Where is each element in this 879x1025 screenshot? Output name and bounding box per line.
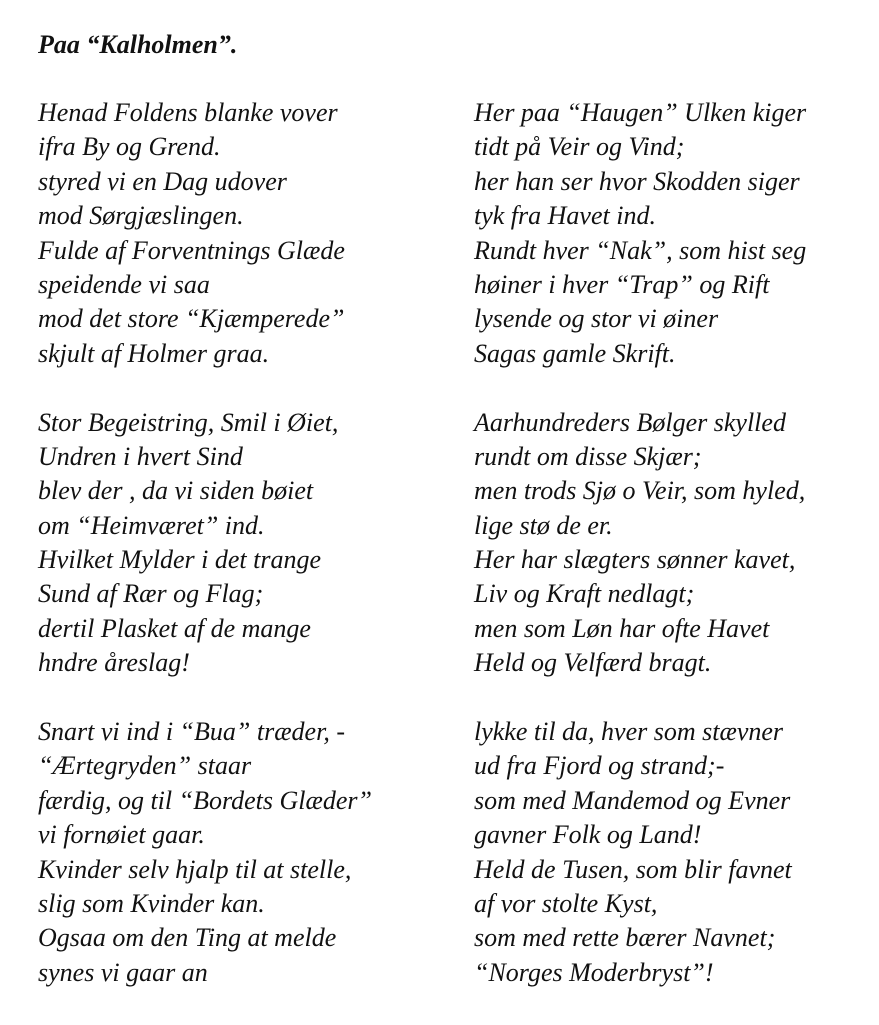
poem-line: gavner Folk og Land! [474,820,702,850]
poem-line: rundt om disse Skjær; [474,441,702,471]
poem-line: synes vi gaar an [38,957,208,987]
poem-line: slig som Kvinder kan. [38,888,265,918]
poem-line: Liv og Kraft nedlagt; [474,579,695,609]
poem-line: lysende og stor vi øiner [474,304,719,334]
stanza [474,715,879,990]
poem-line: Sund af Rær og Flag; [38,579,264,609]
poem-line: som med Mandemod og Evner [474,785,791,815]
poem-line: Her har slægters sønner kavet, [474,545,796,575]
poem-line: tidt på Veir og Vind; [474,132,685,162]
poem-line: Kvinder selv hjalp til at stelle, [38,854,352,884]
poem-line: høiner i hver “Trap” og Rift [474,269,770,299]
poem-line: “Ærtegryden” staar [38,751,252,781]
poem-line: men trods Sjø o Veir, som hyled, [474,476,806,506]
stanza [474,406,879,681]
poem-title: Paa “Kalholmen”. [38,30,238,59]
poem-line: som med rette bærer Navnet; [474,923,776,953]
poem-line: Ogsaa om den Ting at melde [38,923,337,953]
poem-line: speidende vi saa [38,269,210,299]
poem-line: lige stø de er. [474,510,613,540]
poem-line: Stor Begeistring, Smil i Øiet, [38,407,339,437]
left-column [38,96,458,1025]
poem-line: ifra By og Grend. [38,132,221,162]
poem-line: færdig, og til “Bordets Glæder” [38,785,372,815]
poem-line: ud fra Fjord og strand;- [474,751,725,781]
poem-line: Held de Tusen, som blir favnet [474,854,792,884]
poem-line: vi fornøiet gaar. [38,820,205,850]
poem-line: blev der , da vi siden bøiet [38,476,314,506]
poem-line: mod det store “Kjæmperede” [38,304,345,334]
poem-line: Aarhundreders Bølger skylled [474,407,786,437]
poem-line: Undren i hvert Sind [38,441,243,471]
poem-line: men som Løn har ofte Havet [474,613,770,643]
poem-line: Hvilket Mylder i det trange [38,545,322,575]
poem-line: “Norges Moderbryst”! [474,957,714,987]
poem-line: om “Heimværet” ind. [38,510,265,540]
poem-line: Her paa “Haugen” Ulken kiger [474,98,807,127]
poem-line: Sagas gamle Skrift. [474,338,676,368]
stanza [38,406,458,681]
poem-line: Held og Velfærd bragt. [474,648,712,678]
poem-line: af vor stolte Kyst, [474,888,658,918]
right-column [474,96,879,1025]
poem-line: dertil Plasket af de mange [38,613,311,643]
poem-line: Snart vi ind i “Bua” træder, - [38,717,345,747]
poem-line: hndre åreslag! [38,648,190,678]
stanza [38,96,458,371]
poem-line: styred vi en Dag udover [38,166,287,196]
stanza [474,96,879,371]
stanza [38,715,458,990]
poem-line: lykke til da, hver som stævner [474,717,784,747]
poem-line: Fulde af Forventnings Glæde [38,235,345,265]
poem-line: skjult af Holmer graa. [38,338,270,368]
poem-line: tyk fra Havet ind. [474,201,656,231]
poem-line: Henad Foldens blanke vover [38,98,338,127]
poem-line: Rundt hver “Nak”, som hist seg [474,235,807,265]
poem-line: mod Sørgjæslingen. [38,201,244,231]
poem-line: her han ser hvor Skodden siger [474,166,800,196]
